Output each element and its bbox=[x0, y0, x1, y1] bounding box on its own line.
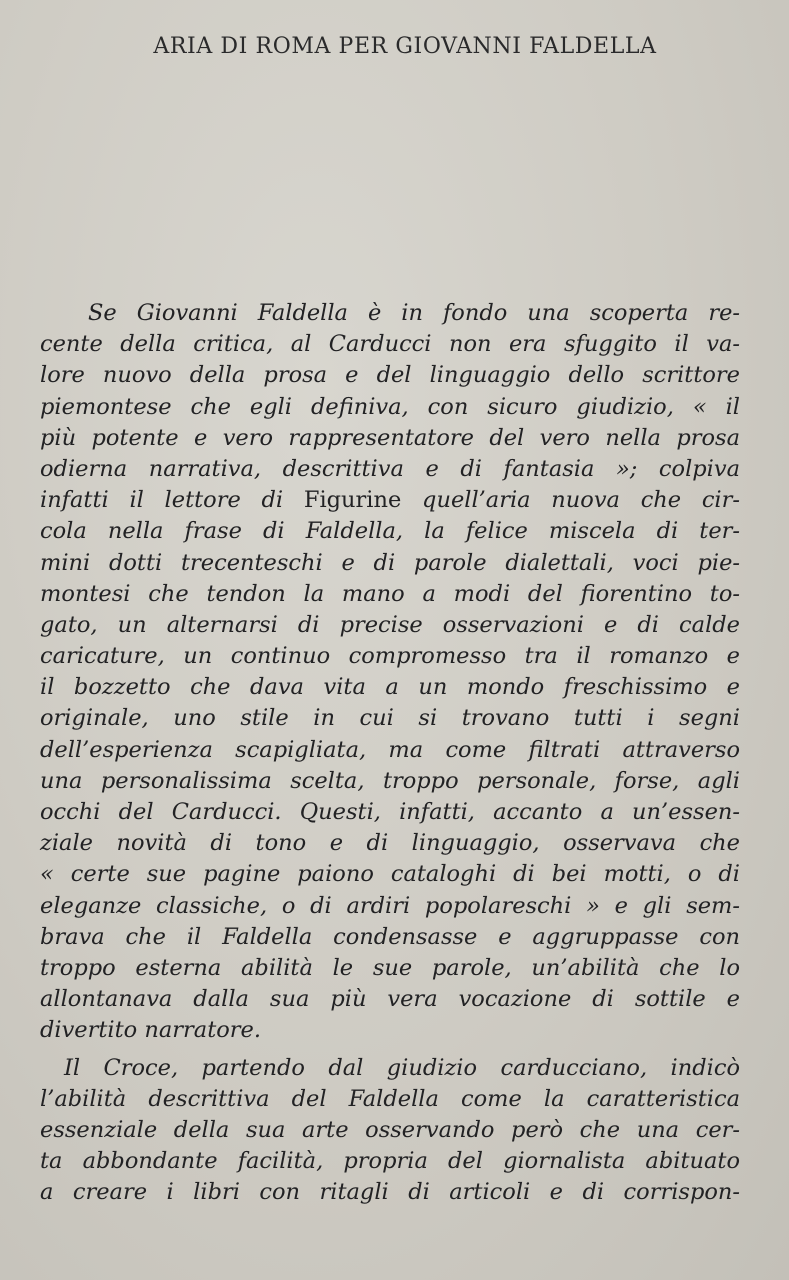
text-line: troppo esterna abilità le sue parole, un’abilità che lo bbox=[40, 954, 740, 981]
paragraph-2 bbox=[40, 1053, 740, 1209]
text-line: ta abbondante facilità, propria del giornalista abituato bbox=[40, 1148, 740, 1175]
text-line: ziale novità di tono e di linguaggio, osservava che bbox=[40, 830, 740, 857]
text-line: essenziale della sua arte osservando però che una cer- bbox=[40, 1116, 740, 1143]
text-line: a creare i libri con ritagli di articoli e di corrispon- bbox=[40, 1179, 740, 1206]
text-segment: quell’aria nuova che cir- bbox=[422, 487, 740, 514]
text-line: divertito narratore. bbox=[40, 1017, 262, 1044]
text-line: eleganze classiche, o di ardiri popolareschi » e gli sem- bbox=[40, 892, 740, 919]
text-line: Il Croce, partendo dal giudizio carducciano, indicò bbox=[64, 1054, 740, 1081]
paragraph-1 bbox=[40, 298, 740, 1047]
text-segment: infatti il lettore di bbox=[40, 487, 284, 514]
body-text bbox=[40, 298, 740, 1208]
text-line: cente della critica, al Carducci non era sfuggito il va- bbox=[40, 331, 740, 358]
text-line: originale, uno stile in cui si trovano tutti i segni bbox=[40, 705, 740, 732]
text-line: occhi del Carducci. Questi, infatti, accanto a un’essen- bbox=[40, 799, 740, 825]
text-line: dell’esperienza scapigliata, ma come filtrati attraverso bbox=[40, 736, 740, 763]
text-line: l’abilità descrittiva del Faldella come la caratteristica bbox=[40, 1085, 740, 1112]
text-line: gato, un alternarsi di precise osservazioni e di calde bbox=[40, 611, 740, 638]
text-line: allontanava dalla sua più vera vocazione di sottile e bbox=[40, 986, 740, 1013]
text-line: mini dotti trecenteschi e di parole dialettali, voci pie- bbox=[40, 549, 740, 576]
text-line: lore nuovo della prosa e del linguaggio dello scrittore bbox=[40, 362, 740, 389]
text-line: una personalissima scelta, troppo personale, forse, agli bbox=[40, 767, 740, 794]
text-line: più potente e vero rappresentatore del vero nella prosa bbox=[40, 424, 740, 451]
text-line: « certe sue pagine paiono cataloghi di bei motti, o di bbox=[40, 861, 740, 888]
text-line: caricature, un continuo compromesso tra il romanzo e bbox=[40, 643, 740, 670]
text-line: montesi che tendon la mano a modi del fiorentino to- bbox=[40, 580, 740, 607]
chapter-heading: ARIA DI ROMA PER GIOVANNI FALDELLA bbox=[153, 34, 657, 59]
text-line: odierna narrativa, descrittiva e di fantasia »; colpiva bbox=[40, 455, 740, 482]
text-line: cola nella frase di Faldella, la felice miscela di ter- bbox=[40, 518, 740, 545]
text-line: il bozzetto che dava vita a un mondo freschissimo e bbox=[40, 674, 740, 701]
text-line bbox=[40, 485, 740, 516]
text-line: piemontese che egli definiva, con sicuro giudizio, « il bbox=[40, 393, 740, 420]
book-title-figurine: Figurine bbox=[303, 487, 402, 514]
text-line: brava che il Faldella condensasse e aggruppasse con bbox=[40, 923, 740, 950]
text-line: Se Giovanni Faldella è in fondo una scoperta re- bbox=[88, 300, 740, 326]
